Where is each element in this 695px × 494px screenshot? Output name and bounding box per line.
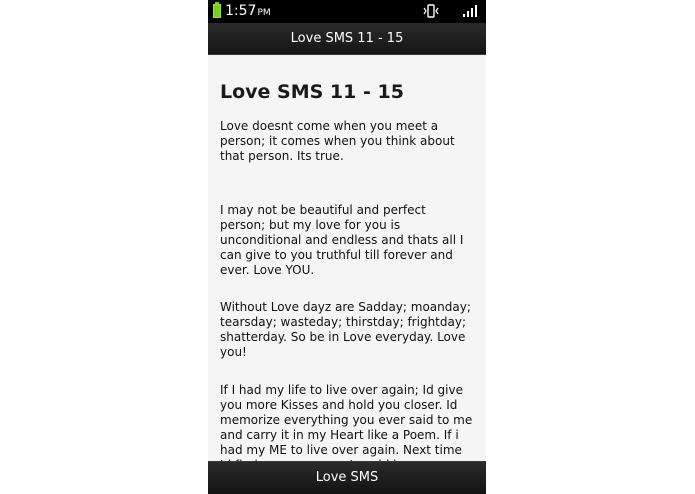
- phone-screen: [208, 0, 486, 494]
- clock-time: 1:57: [225, 3, 257, 19]
- app-title-bar: Love SMS 11 - 15: [208, 23, 486, 55]
- sms-message-4[interactable]: If I had my life to live over again; Id give you more Kisses and hold you closer. Id memorize everything you ever said to me and carry it in my Heart like a Poem. If i had my ME to live over again. Next time: [220, 383, 473, 457]
- vibrate-icon: [423, 4, 439, 18]
- sms-message-2[interactable]: I may not be beautiful and perfect person; but my love for you is unconditional and endless and thats all I can give to you truthful till forever and ever. Love YOU.: [220, 203, 464, 277]
- clock-ampm: PM: [257, 8, 271, 18]
- battery-icon: [213, 4, 221, 18]
- sms-message-1[interactable]: Love doesnt come when you meet a person; it comes when you think about that person. Its true.: [220, 119, 455, 163]
- page-heading: Love SMS 11 - 15: [220, 81, 404, 103]
- status-clock: [225, 3, 271, 21]
- sms-message-3[interactable]: Without Love dayz are Sadday; moanday; tearsday; wasteday; thirstday; frightday; shatterday. So be in Love everyday. Love you!: [220, 300, 471, 359]
- status-bar: [208, 0, 486, 23]
- signal-icon: [463, 5, 477, 17]
- love-sms-button[interactable]: Love SMS: [208, 461, 486, 494]
- sms-content-scroll[interactable]: [208, 55, 486, 461]
